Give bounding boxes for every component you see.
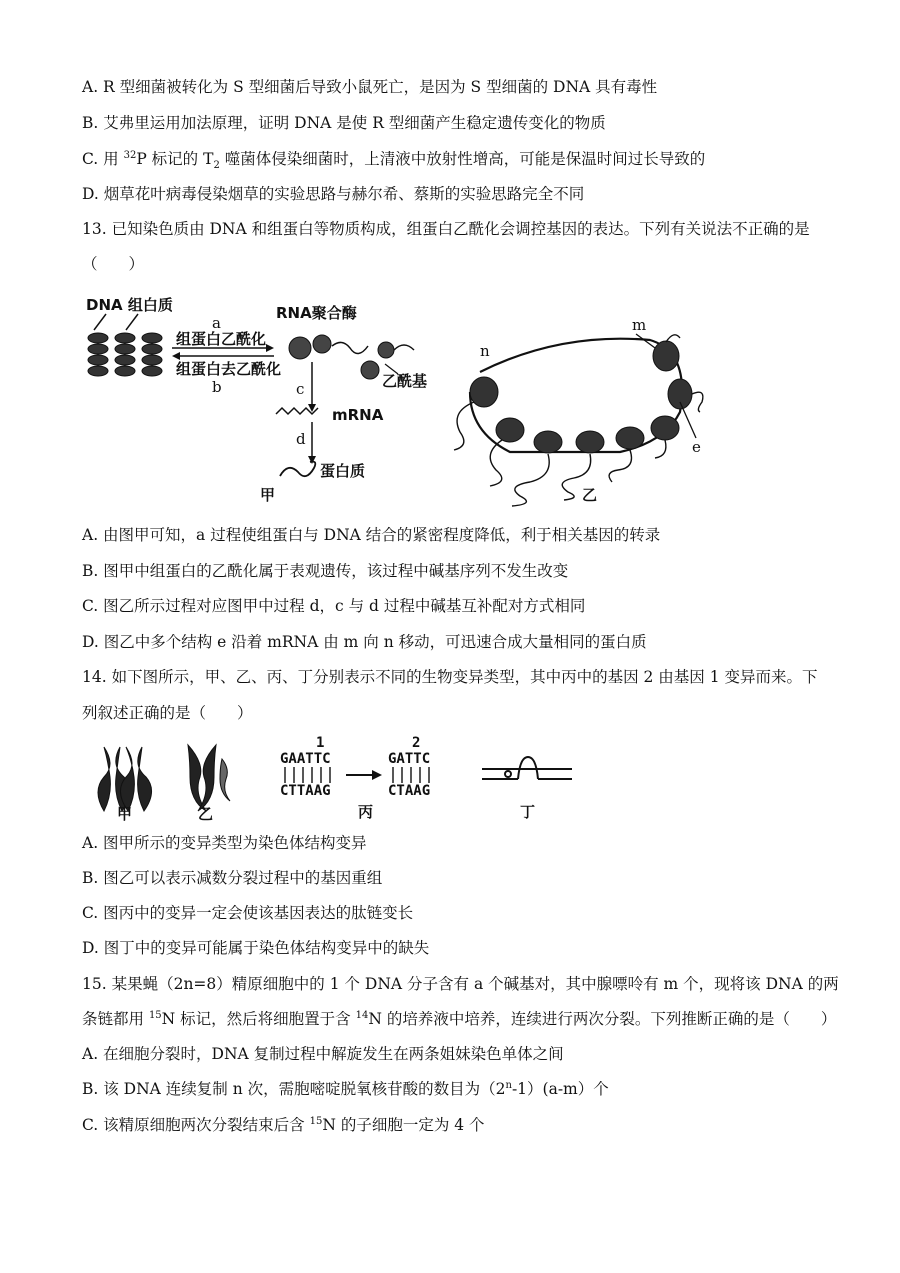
mutation-arrow [372, 770, 382, 780]
q15-option-a: A. 在细胞分裂时，DNA 复制过程中解旋发生在两条姐妹染色单体之间 [82, 1045, 564, 1063]
q15-option-b: B. 该 DNA 连续复制 n 次，需胞嘧啶脱氧核苷酸的数目为（2$^n$-1）(a-m）个 [82, 1079, 609, 1098]
gene-1-label: 1 [316, 735, 325, 751]
acetylation-label: 组蛋白乙酰化 [176, 330, 267, 348]
q14-option-d: D. 图丁中的变异可能属于染色体结构变异中的缺失 [82, 939, 430, 957]
deacetylation-label: 组蛋白去乙酰化 [176, 360, 282, 378]
gene-2-top-strand: GATTC [388, 751, 431, 767]
label-n: n [480, 342, 490, 360]
figure-jia [80, 290, 440, 505]
q12-option-d: D. 烟草花叶病毒侵染烟草的实验思路与赫尔希、蔡斯的实验思路完全不同 [82, 185, 585, 203]
q15-option-c: C. 该精原细胞两次分裂结束后含 $^{15}$N 的子细胞一定为 4 个 [82, 1115, 485, 1134]
chromosome-jia [98, 747, 152, 811]
q13-option-d: D. 图乙中多个结构 e 沿着 mRNA 由 m 向 n 移动，可迅速合成大量相同的蛋白质 [82, 633, 647, 651]
label-e: e [692, 438, 701, 456]
q15-stem-line1: 15. 某果蝇（2n=8）精原细胞中的 1 个 DNA 分子含有 a 个碱基对，其中腺嘌呤有 m 个，现将该 DNA 的两 [82, 975, 839, 993]
process-d-label: d [296, 430, 306, 448]
acetyl-group-label: 乙酰基 [382, 372, 428, 390]
rna-polymerase-label: RNA聚合酶 [276, 304, 357, 322]
dna-histone-label: DNA 组白质 [86, 296, 173, 314]
protein-chain [280, 462, 315, 477]
q13-paren: （ ） [82, 255, 145, 273]
label-m: m [632, 316, 647, 334]
ribosomes [470, 341, 692, 453]
gene-2-label: 2 [412, 735, 421, 751]
q15-stem-line2: 条链都用 $^{15}$N 标记，然后将细胞置于含 $^{14}$N 的培养液中培养，连续进行两次分裂。下列推断正确的是（ ） [82, 1009, 837, 1028]
q13-stem: 13. 已知染色质由 DNA 和组蛋白等物质构成，组蛋白乙酰化会调控基因的表达。下列有关说法不正确的是 [82, 220, 810, 238]
label-bing: 丙 [358, 803, 374, 821]
protein-label: 蛋白质 [320, 462, 366, 480]
condensed-chromatin [88, 333, 162, 376]
q12-option-b: B. 艾弗里运用加法原理，证明 DNA 是使 R 型细菌产生稳定遗传变化的物质 [82, 114, 606, 132]
q13-option-c: C. 图乙所示过程对应图甲中过程 d，c 与 d 过程中碱基互补配对方式相同 [82, 597, 586, 615]
process-b-label: b [212, 378, 222, 396]
mrna-label: mRNA [332, 406, 384, 424]
gene-2-bottom-strand: CTAAG [388, 783, 431, 799]
label-ding: 丁 [520, 803, 536, 821]
process-c-label: c [296, 380, 305, 398]
figure-jia-caption: 甲 [260, 486, 276, 504]
gene-1-top-strand: GAATTC [280, 751, 331, 767]
q14-option-a: A. 图甲所示的变异类型为染色体结构变异 [82, 834, 367, 852]
label-yi: 乙 [198, 805, 214, 823]
q14-stem-line2: 列叙述正确的是（ ） [82, 704, 253, 722]
q12-option-a: A. R 型细菌被转化为 S 型细菌后导致小鼠死亡，是因为 S 型细菌的 DNA 具有毒性 [82, 78, 658, 96]
gene-1-bottom-strand: CTTAAG [280, 783, 331, 799]
figure-yi-caption: 乙 [582, 486, 598, 504]
q14-option-b: B. 图乙可以表示减数分裂过程中的基因重组 [82, 869, 383, 887]
gene-1-base-pairs [285, 767, 330, 783]
label-jia: 甲 [117, 805, 133, 823]
q13-option-b: B. 图甲中组蛋白的乙酰化属于表观遗传，该过程中碱基序列不发生改变 [82, 562, 569, 580]
q13-option-a: A. 由图甲可知，a 过程使组蛋白与 DNA 结合的紧密程度降低，利于相关基因的转录 [82, 526, 661, 544]
figure-variation-types [90, 735, 590, 823]
q12-option-c: C. 用 $^{32}$P 标记的 $T_2$ 噬菌体侵染细菌时，上清液中放射性增高，可能是保温时间过长导致的 [82, 149, 706, 172]
q14-stem-line1: 14. 如下图所示，甲、乙、丙、丁分别表示不同的生物变异类型，其中丙中的基因 2 由基因 1 变异而来。下 [82, 668, 818, 686]
chromosome-loop-ding [482, 757, 572, 779]
q14-option-c: C. 图丙中的变异一定会使该基因表达的肽链变长 [82, 904, 414, 922]
process-a-label: a [212, 314, 221, 332]
chromosome-yi [188, 745, 230, 811]
gene-2-base-pairs [393, 767, 429, 783]
figure-yi [440, 312, 720, 507]
